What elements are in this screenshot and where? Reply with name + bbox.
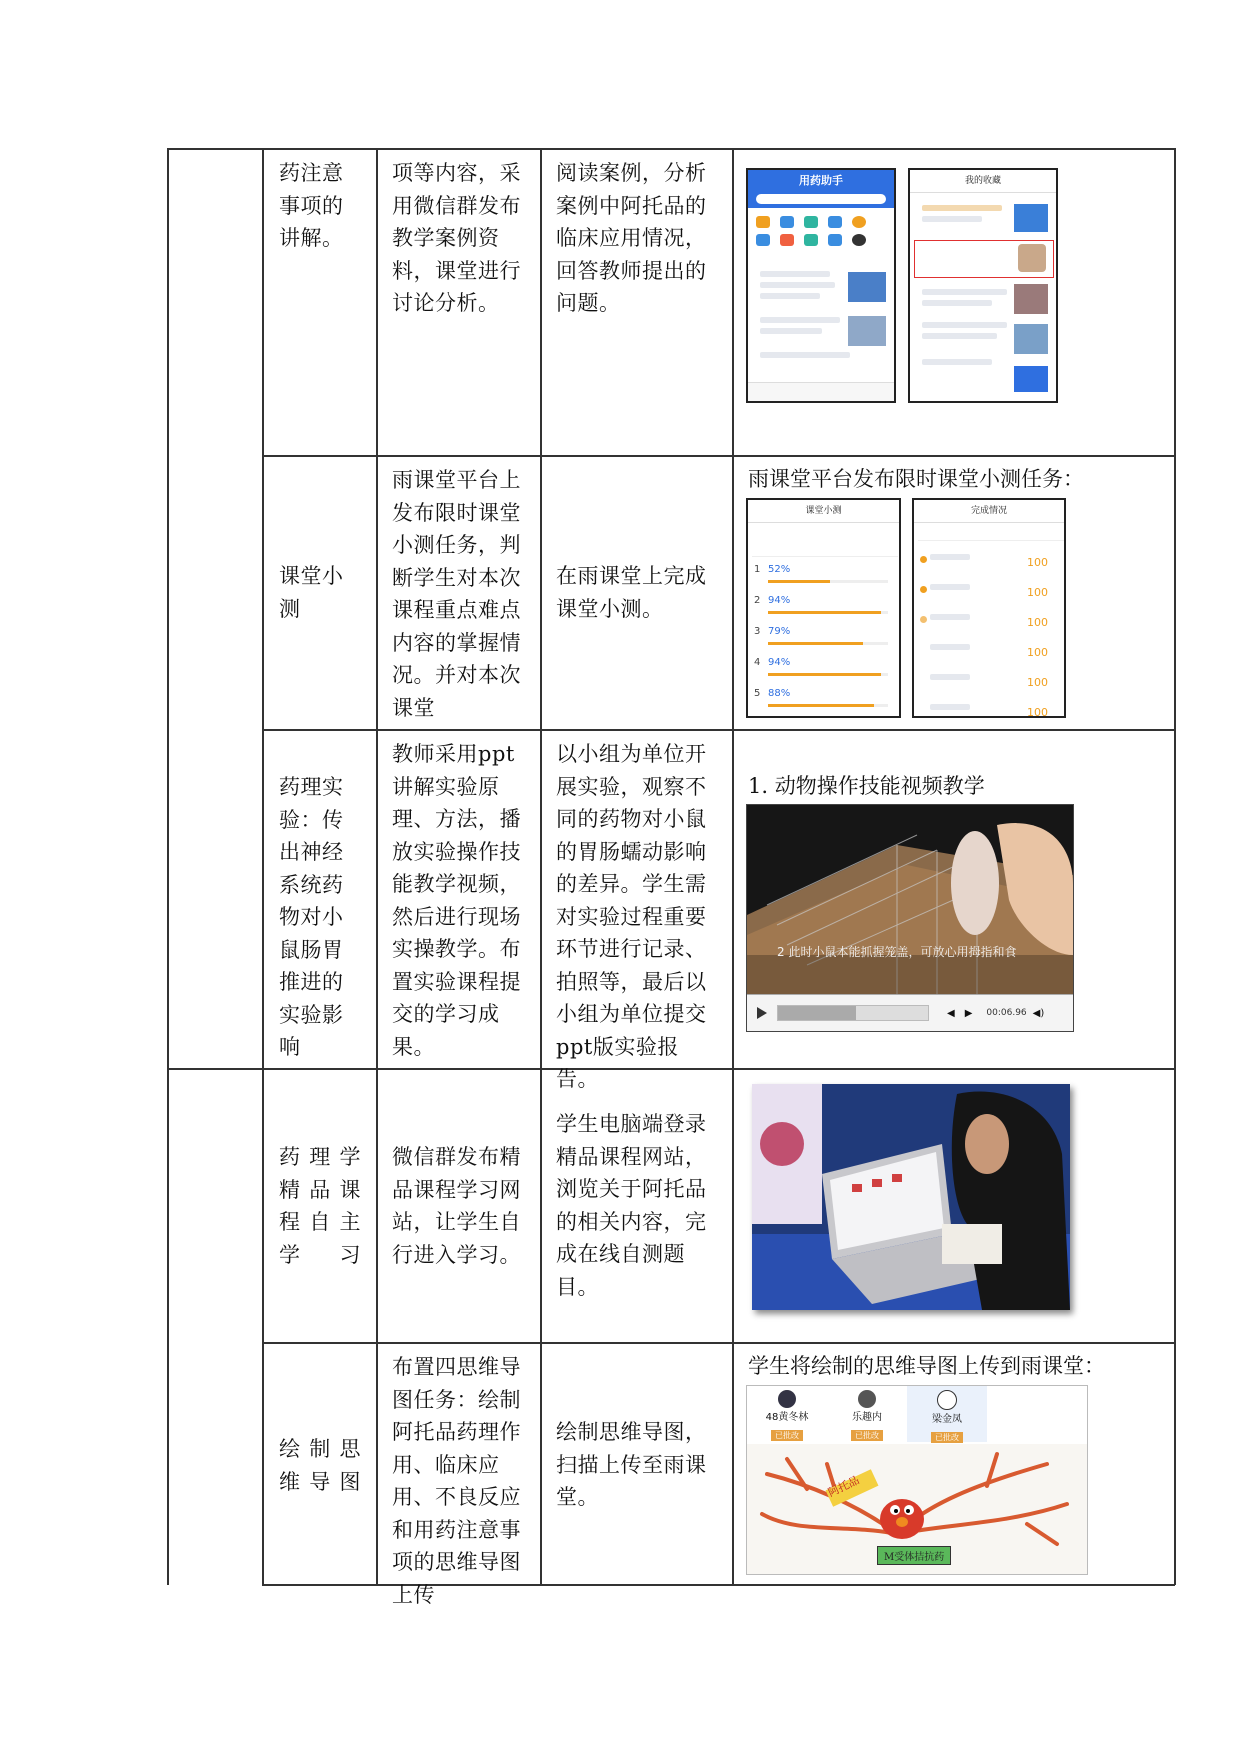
completion-phone [912,498,1066,718]
row5-media-caption: 学生将绘制的思维导图上传到雨课堂： [748,1354,1105,1378]
score-rows: 100 100 100 100 100 100 [920,554,1062,718]
drug-assistant-title: 用药助手 [748,170,894,208]
row5-topic: 绘制思维导图 [279,1437,361,1494]
row4-student-activity: 学生电脑端登录精品课程网站，浏览关于阿托品的相关内容，完成在线自测题目。 [556,1112,707,1299]
row2-media-caption: 雨课堂平台发布限时课堂小测任务： [748,467,1084,491]
row2-quiz-screenshot [746,498,1066,720]
row4-topic: 药理学精品课程自主学习 [279,1145,361,1267]
video-controls[interactable] [747,994,1073,1031]
mind-map-title: 阿托品 [826,1473,862,1500]
row2-topic: 课堂小测 [279,564,344,621]
quiz-phone-title: 课堂小测 [748,500,899,523]
rewind-icon[interactable]: ◀ [947,1007,955,1019]
row5-student-activity: 绘制思维导图，扫描上传至雨课堂。 [556,1420,707,1509]
mind-map-screenshot [746,1385,1088,1575]
student-item[interactable]: 乐趣内 已批改 [827,1386,907,1442]
mouse-video-player [746,804,1074,1032]
mouse-cage-video-frame [747,805,1073,995]
student-item-selected[interactable]: 梁金凤 已批改 [907,1386,987,1442]
video-subtitle: 2 此时小鼠本能抓握笼盖，可放心用拇指和食 [777,945,1017,959]
play-icon[interactable] [757,1007,767,1019]
completion-phone-title: 完成情况 [914,500,1064,523]
row3-media-caption: 1. 动物操作技能视频教学 [748,774,985,798]
student-list [747,1386,1087,1442]
student-laptop-photo [752,1084,1070,1310]
row1-topic: 药注意事项的讲解。 [279,161,344,250]
drug-assistant-phone [746,168,896,403]
row3-topic: 药理实验：传出神经系统药物对小鼠肠胃推进的实验影响 [279,775,344,1059]
video-time: 00:06.96 [986,1008,1027,1018]
video-progress-bar[interactable] [777,1005,929,1021]
row2-student-activity: 在雨课堂上完成课堂小测。 [556,564,707,621]
student-item[interactable]: 48黄冬林 已批改 [747,1386,827,1442]
row1-student-activity: 阅读案例，分析案例中阿托品的临床应用情况，回答教师提出的问题。 [556,161,707,315]
row3-student-activity: 以小组为单位开展实验，观察不同的药物对小鼠的胃肠蠕动影响的差异。学生需对实验过程重要环节进行记录、拍照等，最后以小组为单位提交ppt版实验报告。 [556,742,707,1091]
quiz-phone [746,498,901,718]
favorites-phone [908,168,1058,403]
quiz-rows: 1 52% 2 94% 3 79% 4 94% 5 88% [754,564,900,718]
row3-teacher-activity: 教师采用ppt讲解实验原理、方法，播放实验操作技能教学视频，然后进行现场实操教学。布置实验课程提交的学习成果。 [392,742,521,1059]
row2-teacher-activity: 雨课堂平台上发布限时课堂小测任务，判断学生对本次课程重点难点内容的掌握情况。并对本次课堂 [392,468,521,720]
row4-teacher-activity: 微信群发布精品课程学习网站，让学生自行进入学习。 [392,1145,521,1267]
row1-teacher-activity: 项等内容，采用微信群发布教学案例资料，课堂进行讨论分析。 [392,161,521,315]
row1-app-screenshot [746,166,1058,406]
favorites-title: 我的收藏 [910,170,1056,193]
row5-teacher-activity: 布置四思维导图任务：绘制阿托品药理作用、临床应用、不良反应和用药注意事项的思维导图上传 [392,1355,521,1607]
mind-map-footer-box: M受体拮抗药 [877,1546,951,1565]
forward-icon[interactable]: ▶ [964,1007,973,1019]
volume-icon[interactable]: ◀) [1032,1007,1045,1019]
